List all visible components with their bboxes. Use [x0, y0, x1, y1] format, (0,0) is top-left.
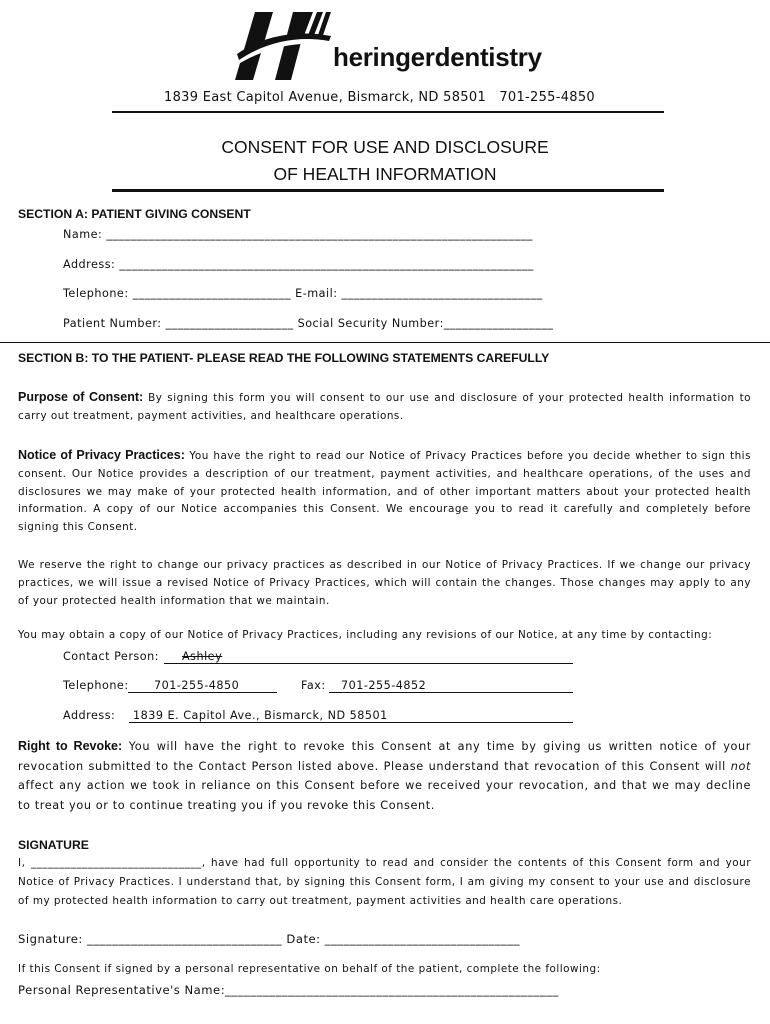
patient-number-ssn-field[interactable]: Patient Number: _____________________ Social Security Number:__________________: [63, 317, 554, 330]
contact-telephone-value: 701-255-4850: [154, 679, 240, 692]
signature-statement: I, ______________________________, have had full opportunity to read and consider the contents of this Consent form and your Notice of Privacy Practices. I understand that, by signing this Consent form, I am giving my consent to your use and disclosure of my protected health information to carry out treatment, payment activities and health care operations.: [18, 857, 751, 907]
clinic-address: 1839 East Capitol Avenue, Bismarck, ND 58501 701-255-4850: [164, 90, 596, 105]
contact-telephone-field[interactable]: [128, 679, 277, 693]
obtain-paragraph: You may obtain a copy of our Notice of Privacy Practices, including any revisions of our Notice, at any time by contacting:: [18, 629, 713, 641]
reserve-paragraph: We reserve the right to change our privacy practices as described in our Notice of Privacy Practices. If we change our privacy practices, we will issue a revised Notice of Privacy Practices, which will contain the changes. Those changes may apply to any of your protected health information that we maintain.: [18, 559, 751, 607]
notice-text: You have the right to read our Notice of Privacy Practices before you decide whether to sign this consent. Our Notice provides a description of our treatment, payment activities, and healthcare operations, of the uses and disclosures we may make of your protected health information, and of other important matters about your protected health information. A copy of our Notice accompanies this Consent. We encourage you to read it carefully and completely before signing this Consent.: [18, 450, 751, 534]
contact-address-value: 1839 E. Capitol Ave., Bismarck, ND 58501: [133, 709, 388, 722]
notice-lead: Notice of Privacy Practices:: [18, 448, 185, 462]
page-title-line2: OF HEALTH INFORMATION: [273, 164, 497, 184]
section-b-heading: SECTION B: TO THE PATIENT- PLEASE READ THE FOLLOWING STATEMENTS CAREFULLY: [18, 351, 550, 365]
contact-fax-field[interactable]: [329, 679, 573, 693]
purpose-paragraph: [18, 389, 751, 426]
contact-person-field[interactable]: [164, 650, 573, 664]
section-a-rule: [0, 342, 770, 343]
signature-heading: SIGNATURE: [18, 838, 89, 852]
representative-name-field[interactable]: Personal Representative's Name:_____________________________________________________: [18, 983, 559, 997]
contact-person-value: Ashley: [182, 650, 223, 663]
header-rule: [112, 111, 664, 113]
revoke-text-1: You will have the right to revoke this Consent at any time by giving us written notice of your revocation submitted to the Contact Person listed above. Please understand that revocation of this Consent will: [18, 740, 752, 773]
logo-icon: [233, 8, 333, 84]
revoke-not: not: [730, 759, 751, 773]
purpose-lead: Purpose of Consent:: [18, 390, 144, 404]
contact-fax-value: 701-255-4852: [341, 679, 427, 692]
revoke-text-2: affect any action we took in reliance on this Consent before we received your revocation, and that we may decline to treat you or to continue treating you if you revoke this Consent.: [18, 779, 751, 812]
brand-name: heringerdentistry: [333, 42, 542, 72]
page-title-line1: CONSENT FOR USE AND DISCLOSURE: [221, 137, 549, 157]
contact-telephone-label: Telephone:: [63, 679, 129, 692]
contact-fax-label: Fax:: [301, 679, 326, 692]
logo: [233, 8, 333, 84]
contact-address-field[interactable]: [129, 709, 573, 723]
patient-name-field[interactable]: Name: ______________________________________________________________________: [63, 228, 533, 241]
signature-date-field[interactable]: Signature: _______________________________ Date: _______________________________: [18, 932, 520, 946]
contact-address-label: Address:: [63, 709, 116, 722]
revoke-lead: Right to Revoke:: [18, 739, 123, 753]
representative-note: If this Consent if signed by a personal representative on behalf of the patient, complete the following:: [18, 963, 601, 975]
patient-telephone-email-field[interactable]: Telephone: __________________________ E-mail: _________________________________: [63, 287, 543, 300]
notice-paragraph: [18, 447, 751, 537]
patient-address-field[interactable]: Address: ____________________________________________________________________: [63, 258, 534, 271]
contact-person-label: Contact Person:: [63, 650, 159, 663]
purpose-text: By signing this form you will consent to our use and disclosure of your protected health information to carry out treatment, payment activities, and healthcare operations.: [18, 392, 751, 422]
title-rule: [112, 189, 664, 192]
revoke-paragraph: [18, 737, 751, 815]
section-a-heading: SECTION A: PATIENT GIVING CONSENT: [18, 207, 251, 221]
